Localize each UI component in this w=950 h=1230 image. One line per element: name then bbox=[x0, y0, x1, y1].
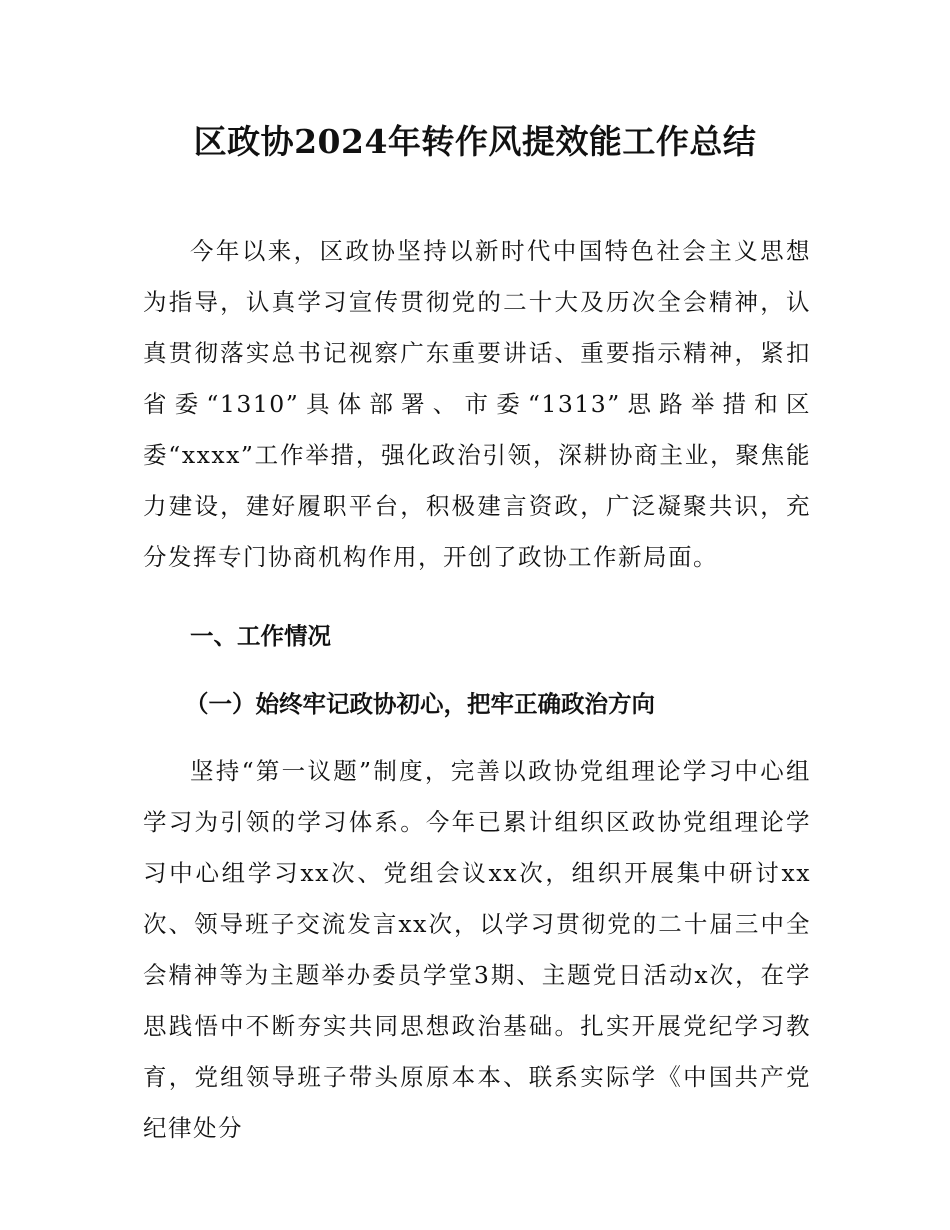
body-paragraph: 坚持“第一议题”制度，完善以政协党组理论学习中心组学习为引领的学习体系。今年已累计组织区政协党组理论学习中心组学习xx次、党组会议xx次，组织开展集中研讨xx次、领导班子交流发言xx次，以学习贯彻党的二十届三中全会精神等为主题举办委员学堂3期、主题党日活动x次，在学思践悟中不断夯实共同思想政治基础。扎实开展党纪学习教育，党组领导班子带头原原本本、联系实际学《中国共产党纪律处分 bbox=[143, 757, 811, 1142]
section-heading: 一、工作情况 bbox=[190, 622, 331, 650]
document-title: 区政协2024年转作风提效能工作总结 bbox=[193, 122, 757, 161]
subsection-heading: （一）始终牢记政协初心，把牢正确政治方向 bbox=[185, 690, 655, 718]
intro-paragraph: 今年以来，区政协坚持以新时代中国特色社会主义思想为指导，认真学习宣传贯彻党的二十大及历次全会精神，认真贯彻落实总书记视察广东重要讲话、重要指示精神，紧扣省委“1310”具体部署、市委“1313”思路举措和区委“xxxx”工作举措，强化政治引领，深耕协商主业，聚焦能力建设，建好履职平台，积极建言资政，广泛凝聚共识，充分发挥专门协商机构作用，开创了政协工作新局面。 bbox=[143, 237, 811, 571]
